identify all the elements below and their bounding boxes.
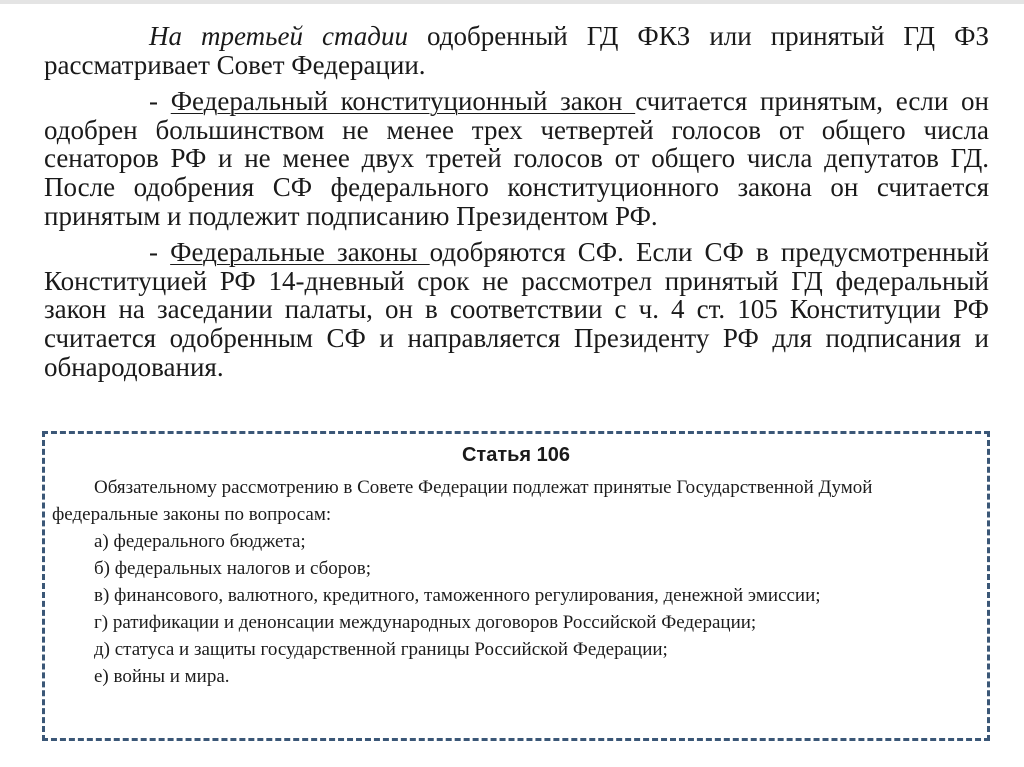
article-item-e: е) войны и мира. (94, 666, 230, 687)
article-item-v: в) финансового, валютного, кредитного, таможенного регулирования, денежной эмиссии; (94, 585, 821, 606)
fkz-term: Федеральный конституционный закон (170, 86, 636, 117)
article-body (52, 474, 980, 690)
article-item-d: д) статуса и защиты государственной границы Российской Федерации; (94, 639, 668, 660)
third-stage-lead: На третьей стадии (149, 21, 408, 51)
paragraph-fkz (44, 87, 989, 230)
article-item-a: а) федерального бюджета; (94, 531, 306, 552)
third-stage-text: одобренный ГД ФКЗ или принятый ГД ФЗ рассматривает Совет Федерации. (44, 21, 989, 80)
top-divider (0, 0, 1024, 4)
fz-dash: - (149, 237, 171, 268)
paragraph-fz (44, 238, 989, 381)
fz-text: одобряются СФ. Если СФ в предусмотренный Конституцией РФ 14-дневный срок не рассмотрел принятый ГД федеральный закон на заседании палаты, он в соответствии с ч. 4 ст. 105 Конституции РФ считается одобренным СФ и направляется Президенту РФ для подписания и обнародования. (44, 237, 990, 382)
fkz-text: считается принятым, если он одобрен большинством не менее трех четвертей голосов от общего числа сенаторов РФ и не менее двух третей голосов от общего числа депутатов ГД. После одобрения СФ федерального конституционного закона он считается принятым и подлежит подписанию Президентом РФ. (44, 86, 990, 231)
slide-main-text (44, 22, 989, 381)
article-item-g: г) ратификации и денонсации международных договоров Российской Федерации; (94, 612, 757, 633)
article-intro: Обязательному рассмотрению в Совете Федерации подлежат принятые Государственной Думой федеральные законы по вопросам: (52, 477, 873, 525)
article-106-box (42, 431, 990, 741)
paragraph-third-stage (44, 22, 989, 79)
article-item-b: б) федеральных налогов и сборов; (94, 558, 372, 579)
article-title: Статья 106 (461, 444, 571, 466)
fkz-dash: - (149, 86, 171, 117)
fz-term: Федеральные законы (170, 237, 430, 268)
